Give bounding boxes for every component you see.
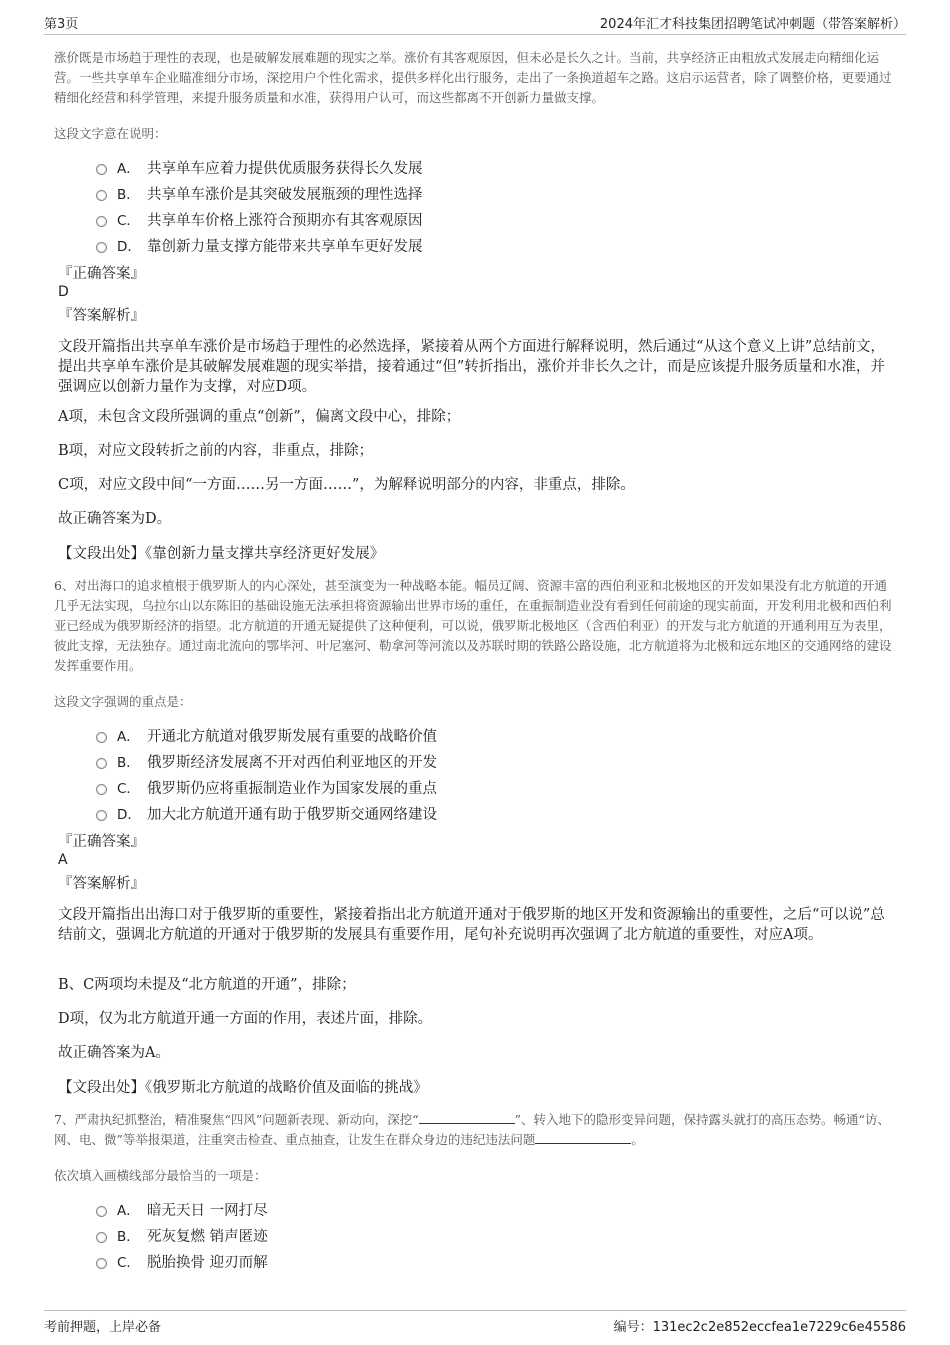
option-text: 脱胎换骨 迎刃而解 [147, 1254, 268, 1271]
document-title: 2024年汇才科技集团招聘笔试冲刺题（带答案解析） [599, 17, 906, 32]
q5-answer: D [58, 284, 69, 300]
q6-analysis-bc: B、C两项均未提及“北方航道的开通”，排除； [58, 977, 356, 993]
page-footer [44, 1310, 906, 1335]
radio-icon[interactable] [96, 1206, 107, 1217]
document-code: 编号：131ec2c2e852eccfea1e7229c6e45586 [613, 1320, 906, 1335]
q7-option-a[interactable]: A． 暗无天日 一网打尽 [96, 1198, 268, 1220]
q5-analysis-b: B项，对应文段转折之前的内容，非重点，排除； [58, 443, 374, 459]
option-text: 死灰复燃 销声匿迹 [147, 1228, 268, 1245]
radio-icon[interactable] [96, 758, 107, 769]
q7-passage: 7、严肃执纪抓整治，精准聚焦“四风”问题新表现、新动向，深挖“ ”、转入地下的隐形变异问题，保持露头就打的高压态势。畅通“访、网、电、微”等举报渠道，注重突击检查、重点抽查，让发生在群众身边的违纪违法问题 。 [54, 1112, 890, 1147]
q6-answer-label: 『正确答案』 [58, 834, 145, 850]
q6-analysis-conclusion: 故正确答案为A。 [58, 1045, 170, 1061]
q6-option-d[interactable]: D． 加大北方航道开通有助于俄罗斯交通网络建设 [96, 802, 437, 824]
page-number: 第3页 [44, 17, 79, 32]
radio-icon[interactable] [96, 190, 107, 201]
q5-passage: 涨价既是市场趋于理性的表现，也是破解发展难题的现实之举。涨价有其客观原因，但未必是长久之计。当前，共享经济正由粗放式发展走向精细化运营。一些共享单车企业瞄准细分市场，深挖用户个性化需求，提供多样化出行服务，走出了一条换道超车之路。这启示运营者，除了调整价格，更要通过精细化经营和科学管理，来提升服务质量和水准，获得用户认可，而这些都离不开创新力量做支撑。 [54, 50, 892, 105]
option-text: 加大北方航道开通有助于俄罗斯交通网络建设 [147, 806, 437, 823]
q6-source: 【文段出处】《俄罗斯北方航道的战略价值及面临的挑战》 [58, 1080, 428, 1096]
q5-option-d[interactable]: D． 靠创新力量支撑方能带来共享单车更好发展 [96, 234, 423, 256]
option-text: 共享单车应着力提供优质服务获得长久发展 [147, 160, 423, 177]
q7-option-c[interactable]: C． 脱胎换骨 迎刃而解 [96, 1250, 268, 1272]
q5-analysis-main: 文段开篇指出共享单车涨价是市场趋于理性的必然选择，紧接着从两个方面进行解释说明，然后通过“从这个意义上讲”总结前文，提出共享单车涨价是其破解发展难题的现实举措，接着通过“但”转折指出，涨价并非长久之计，而是应该提升服务质量和水准，并强调应以创新力量作为支撑，对应D项。 [58, 339, 885, 395]
q5-prompt: 这段文字意在说明： [54, 126, 167, 141]
q6-prompt: 这段文字强调的重点是： [54, 694, 192, 709]
q7-option-b[interactable]: B． 死灰复燃 销声匿迹 [96, 1224, 268, 1246]
radio-icon[interactable] [96, 216, 107, 227]
q5-analysis-c: C项，对应文段中间“一方面……另一方面……”，为解释说明部分的内容，非重点，排除。 [58, 477, 635, 493]
fill-blank-2[interactable] [535, 1131, 631, 1144]
q6-analysis-main: 文段开篇指出出海口对于俄罗斯的重要性，紧接着指出北方航道开通对于俄罗斯的地区开发和资源输出的重要性，之后“可以说”总结前文，强调北方航道的开通对于俄罗斯的发展具有重要作用，尾句补充说明再次强调了北方航道的重要性，对应A项。 [58, 907, 885, 943]
option-text: 俄罗斯经济发展离不开对西伯利亚地区的开发 [147, 754, 437, 771]
option-text: 暗无天日 一网打尽 [147, 1202, 268, 1219]
q6-analysis-label: 『答案解析』 [58, 876, 145, 892]
q5-analysis-label: 『答案解析』 [58, 308, 145, 324]
option-text: 共享单车涨价是其突破发展瓶颈的理性选择 [147, 186, 423, 203]
q5-option-b[interactable]: B． 共享单车涨价是其突破发展瓶颈的理性选择 [96, 182, 423, 204]
q5-source: 【文段出处】《靠创新力量支撑共享经济更好发展》 [58, 546, 385, 562]
option-text: 开通北方航道对俄罗斯发展有重要的战略价值 [147, 728, 437, 745]
q6-option-a[interactable]: A． 开通北方航道对俄罗斯发展有重要的战略价值 [96, 724, 437, 746]
q5-option-c[interactable]: C． 共享单车价格上涨符合预期亦有其客观原因 [96, 208, 423, 230]
footer-slogan: 考前押题，上岸必备 [44, 1320, 162, 1335]
radio-icon[interactable] [96, 1258, 107, 1269]
q6-analysis-d: D项，仅为北方航道开通一方面的作用，表述片面，排除。 [58, 1011, 433, 1027]
radio-icon[interactable] [96, 784, 107, 795]
radio-icon[interactable] [96, 242, 107, 253]
q6-option-c[interactable]: C． 俄罗斯仍应将重振制造业作为国家发展的重点 [96, 776, 437, 798]
radio-icon[interactable] [96, 1232, 107, 1243]
q5-analysis-a: A项，未包含文段所强调的重点“创新”，偏离文段中心，排除； [58, 409, 461, 425]
q7-prompt: 依次填入画横线部分最恰当的一项是： [54, 1168, 267, 1183]
q6-answer: A [58, 852, 68, 868]
radio-icon[interactable] [96, 164, 107, 175]
q6-option-b[interactable]: B． 俄罗斯经济发展离不开对西伯利亚地区的开发 [96, 750, 437, 772]
option-text: 共享单车价格上涨符合预期亦有其客观原因 [147, 212, 423, 229]
q5-analysis-conclusion: 故正确答案为D。 [58, 511, 172, 527]
page-header [44, 10, 906, 35]
radio-icon[interactable] [96, 810, 107, 821]
q5-option-a[interactable]: A． 共享单车应着力提供优质服务获得长久发展 [96, 156, 423, 178]
option-text: 俄罗斯仍应将重振制造业作为国家发展的重点 [147, 780, 437, 797]
q5-answer-label: 『正确答案』 [58, 266, 145, 282]
fill-blank-1[interactable] [419, 1111, 515, 1124]
option-text: 靠创新力量支撑方能带来共享单车更好发展 [147, 238, 423, 255]
radio-icon[interactable] [96, 732, 107, 743]
q6-passage: 6、对出海口的追求植根于俄罗斯人的内心深处，甚至演变为一种战略本能。幅员辽阔、资源丰富的西伯利亚和北极地区的开发如果没有北方航道的开通几乎无法实现，乌拉尔山以东陈旧的基础设施无法承担将资源输出世界市场的重任，在重振制造业没有看到任何前途的现实前面，开发利用北极和西伯利亚已经成为俄罗斯经济的指望。北方航道的开通无疑提供了这种便利，可以说，俄罗斯北极地区（含西伯利亚）的开发与北方航道的开通利用互为表里，彼此支撑，无法独存。通过南北流向的鄂毕河、叶尼塞河、勒拿河等河流以及苏联时期的铁路公路设施，北方航道将为北极和远东地区的交通网络的建设发挥重要作用。 [54, 578, 892, 673]
